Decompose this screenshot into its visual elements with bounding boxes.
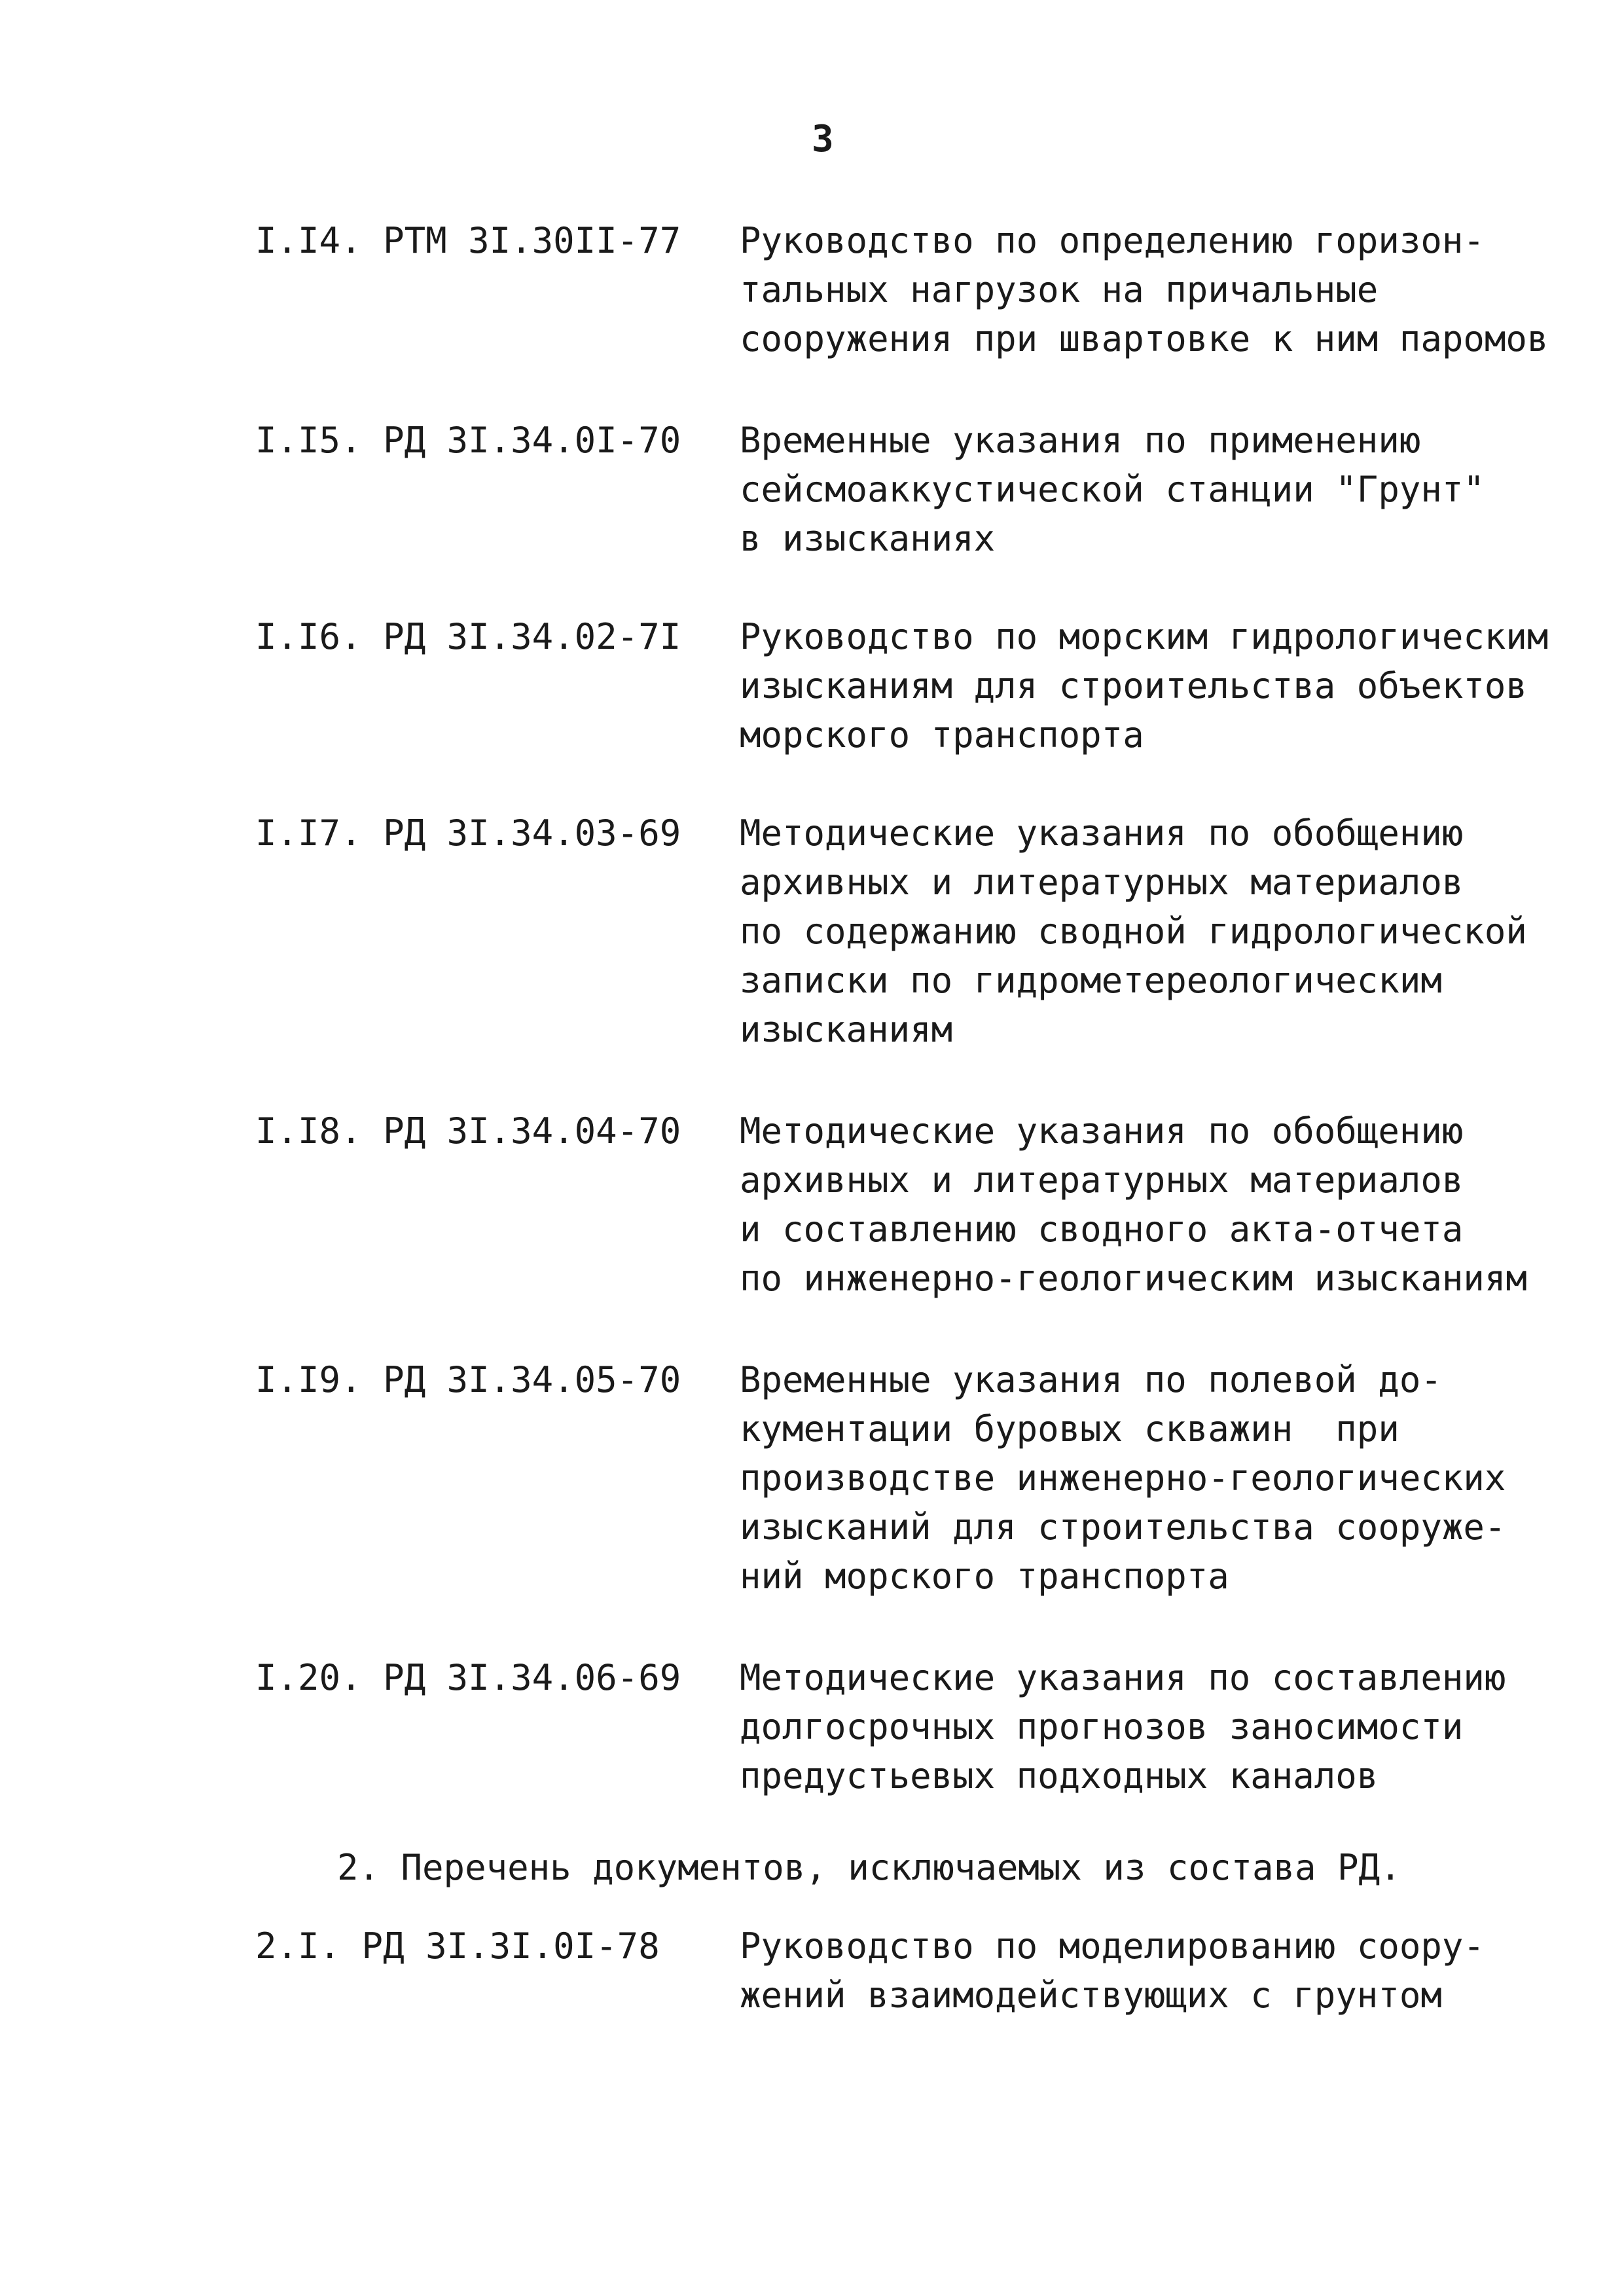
description-line: сейсмоаккустической станции "Грунт": [740, 469, 1485, 510]
entry-description: [740, 1922, 1564, 2020]
description-line: изысканиям: [740, 1009, 953, 1050]
description-line: сооружения при швартовке к ним паромов: [740, 318, 1549, 359]
entry-description: [740, 809, 1564, 1054]
description-line: в изысканиях: [740, 518, 996, 559]
entry-code: 2.I. РД 3I.3I.0I-78: [255, 1925, 660, 1967]
description-line: Руководство по морским гидрологическим: [740, 616, 1549, 657]
entry-description: [740, 216, 1564, 363]
description-line: по инженерно-геологическим изысканиям: [740, 1258, 1527, 1299]
entry-code: I.I5. РД 3I.34.0I-70: [255, 420, 681, 461]
entry-code: I.20. РД 3I.34.06-69: [255, 1657, 681, 1698]
section-heading: 2. Перечень документов, исключаемых из состава РД.: [337, 1847, 1401, 1888]
entry-code: I.I8. РД 3I.34.04-70: [255, 1110, 681, 1152]
description-line: ний морского транспорта: [740, 1556, 1229, 1597]
description-line: Временные указания по полевой до-: [740, 1359, 1442, 1400]
description-line: Методические указания по составлению: [740, 1657, 1506, 1698]
entry-description: [740, 1106, 1564, 1303]
description-line: предустьевых подходных каналов: [740, 1755, 1379, 1796]
description-line: кументации буровых скважин при: [740, 1408, 1399, 1449]
description-line: изысканиям для строительства объектов: [740, 665, 1527, 706]
entry-code: I.I9. РД 3I.34.05-70: [255, 1359, 681, 1400]
description-line: долгосрочных прогнозов заносимости: [740, 1706, 1464, 1747]
entry-description: [740, 1653, 1564, 1800]
description-line: производстве инженерно-геологических: [740, 1457, 1506, 1499]
page-number: 3: [812, 118, 834, 160]
description-line: записки по гидрометереологическим: [740, 960, 1442, 1001]
description-line: Временные указания по применению: [740, 420, 1421, 461]
description-line: по содержанию сводной гидрологической: [740, 911, 1527, 952]
description-line: тальных нагрузок на причальные: [740, 269, 1379, 310]
description-line: Руководство по определению горизон-: [740, 220, 1485, 261]
entry-description: [740, 416, 1564, 563]
description-line: архивных и литературных материалов: [740, 1159, 1464, 1201]
entry-description: [740, 612, 1564, 759]
description-line: Методические указания по обобщению: [740, 812, 1464, 854]
description-line: Методические указания по обобщению: [740, 1110, 1464, 1152]
description-line: морского транспорта: [740, 714, 1144, 756]
description-line: и составлению сводного акта-отчета: [740, 1209, 1464, 1250]
description-line: изысканий для строительства сооруже-: [740, 1506, 1506, 1548]
description-line: архивных и литературных материалов: [740, 862, 1464, 903]
entry-description: [740, 1355, 1564, 1601]
description-line: Руководство по моделированию соору-: [740, 1925, 1485, 1967]
description-line: жений взаимодействующих с грунтом: [740, 1975, 1442, 2016]
entry-code: I.I7. РД 3I.34.03-69: [255, 812, 681, 854]
entry-code: I.I4. РТМ 3I.30II-77: [255, 220, 681, 261]
entry-code: I.I6. РД 3I.34.02-7I: [255, 616, 681, 657]
